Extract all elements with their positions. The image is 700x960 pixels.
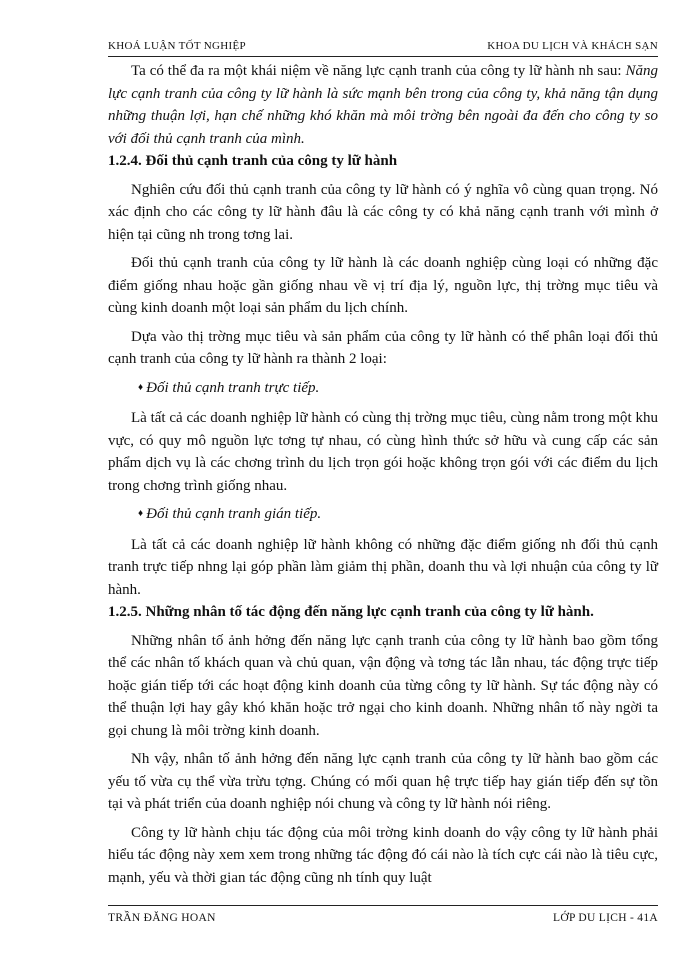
section-heading-1-2-5: 1.2.5. Những nhân tố tác động đến năng lực cạnh tranh của công ty lữ hành.	[108, 604, 594, 620]
section-heading-1-2-4: 1.2.4. Đối thủ cạnh tranh của công ty lữ hành	[108, 153, 398, 169]
footer-class: LỚP DU LỊCH - 41A	[553, 912, 658, 924]
paragraph-research: Nghiên cứu đối thủ cạnh tranh của công ty lữ hành có ý nghĩa vô cùng quan trọng. Nó xác định cho các công ty lữ hành đâu là các công ty có khả năng cạnh tranh với mình ở hiện tại cũng nh trong tơng lai.	[108, 181, 658, 243]
header-rule	[108, 56, 658, 57]
paragraph-factors-summary: Nh vậy, nhân tố ảnh hởng đến năng lực cạnh tranh của công ty lữ hành bao gồm các yếu tố vừa cụ thể vừa trừu tợng. Chúng có mối quan hệ trực tiếp hay gián tiếp đến sự tồn tại và phát triển của doanh nghiệp nói chung và công ty lữ hành nói riêng.	[108, 751, 658, 812]
definition-italic: Năng lực cạnh tranh của công ty lữ hành là sức mạnh bên trong của công ty, khả năng tận dụng những thuận lợi, hạn chế những khó khăn mà môi trờng bên ngoài đa đến cho công ty so với đối thủ cạnh tranh của mình.	[108, 63, 658, 147]
footer-author: TRẦN ĐĂNG HOAN	[108, 912, 216, 924]
document-body	[108, 60, 658, 889]
diamond-bullet-icon: ♦	[138, 381, 144, 393]
header-right-text: KHOA DU LỊCH VÀ KHÁCH SẠN	[487, 40, 658, 52]
bullet-indirect-label: Đối thủ cạnh tranh gián tiếp.	[146, 506, 322, 522]
definition-intro: Ta có thể đa ra một khái niệm về năng lực cạnh tranh của công ty lữ hành nh sau:	[131, 63, 626, 79]
footer-rule	[108, 905, 658, 906]
paragraph-direct-competitor: Là tất cả các doanh nghiệp lữ hành có cùng thị trờng mục tiêu, cùng nằm trong một khu vực, có quy mô nguồn lực tơng tự nhau, có cùng hình thức sở hữu và cung cấp các sản phẩm dịch vụ là các chơng trình du lịch trọn gói hoặc không trọn gói với các điểm du lịch trong chơng trình giống nhau.	[108, 410, 658, 494]
header-left-text: KHOÁ LUẬN TỐT NGHIỆP	[108, 40, 246, 52]
paragraph-classification: Dựa vào thị trờng mục tiêu và sản phẩm của công ty lữ hành có thể phân loại đối thủ cạnh tranh của công ty lữ hành ra thành 2 loại:	[108, 328, 658, 367]
bullet-direct-competitor	[108, 377, 658, 402]
bullet-indirect-competitor	[108, 503, 658, 528]
diamond-bullet-icon: ♦	[138, 508, 144, 519]
page-footer	[108, 912, 658, 928]
bullet-direct-label: Đối thủ cạnh tranh trực tiếp.	[146, 379, 320, 396]
paragraph-indirect-competitor: Là tất cả các doanh nghiệp lữ hành không có những đặc điểm giống nh đối thủ cạnh tranh trực tiếp nhng lại góp phần làm giảm thị phần, doanh thu và lợi nhuận của công ty lữ hành.	[108, 536, 658, 598]
paragraph-definition	[108, 60, 658, 150]
paragraph-competitor-definition: Đối thủ cạnh tranh của công ty lữ hành là các doanh nghiệp cùng loại có những đặc điểm giống nhau hoặc gần giống nhau về vị trí địa lý, nguồn lực, thị trờng mục tiêu và cùng kinh doanh một loại sản phẩm du lịch chính.	[108, 255, 658, 316]
paragraph-business-environment: Công ty lữ hành chịu tác động của môi trờng kinh doanh do vậy công ty lữ hành phải hiểu tác động này xem xem trong những tác động đó cái nào là tích cực cái nào là tiêu cực, mạnh, yếu và thời gian tác động cũng nh tính quy luật	[108, 824, 658, 886]
paragraph-factors: Những nhân tố ảnh hởng đến năng lực cạnh tranh của công ty lữ hành bao gồm tổng thể các nhân tố khách quan và chủ quan, vận động và tơng tác lẫn nhau, tác động trực tiếp hoặc gián tiếp tới các hoạt động kinh doanh của từng công ty lữ hành. Sự tác động này có thể thuận lợi hay gây khó khăn hoặc trở ngại cho kinh doanh. Những nhân tố này ngời ta gọi chung là môi trờng kinh doanh.	[108, 632, 658, 739]
page-header	[108, 40, 658, 56]
